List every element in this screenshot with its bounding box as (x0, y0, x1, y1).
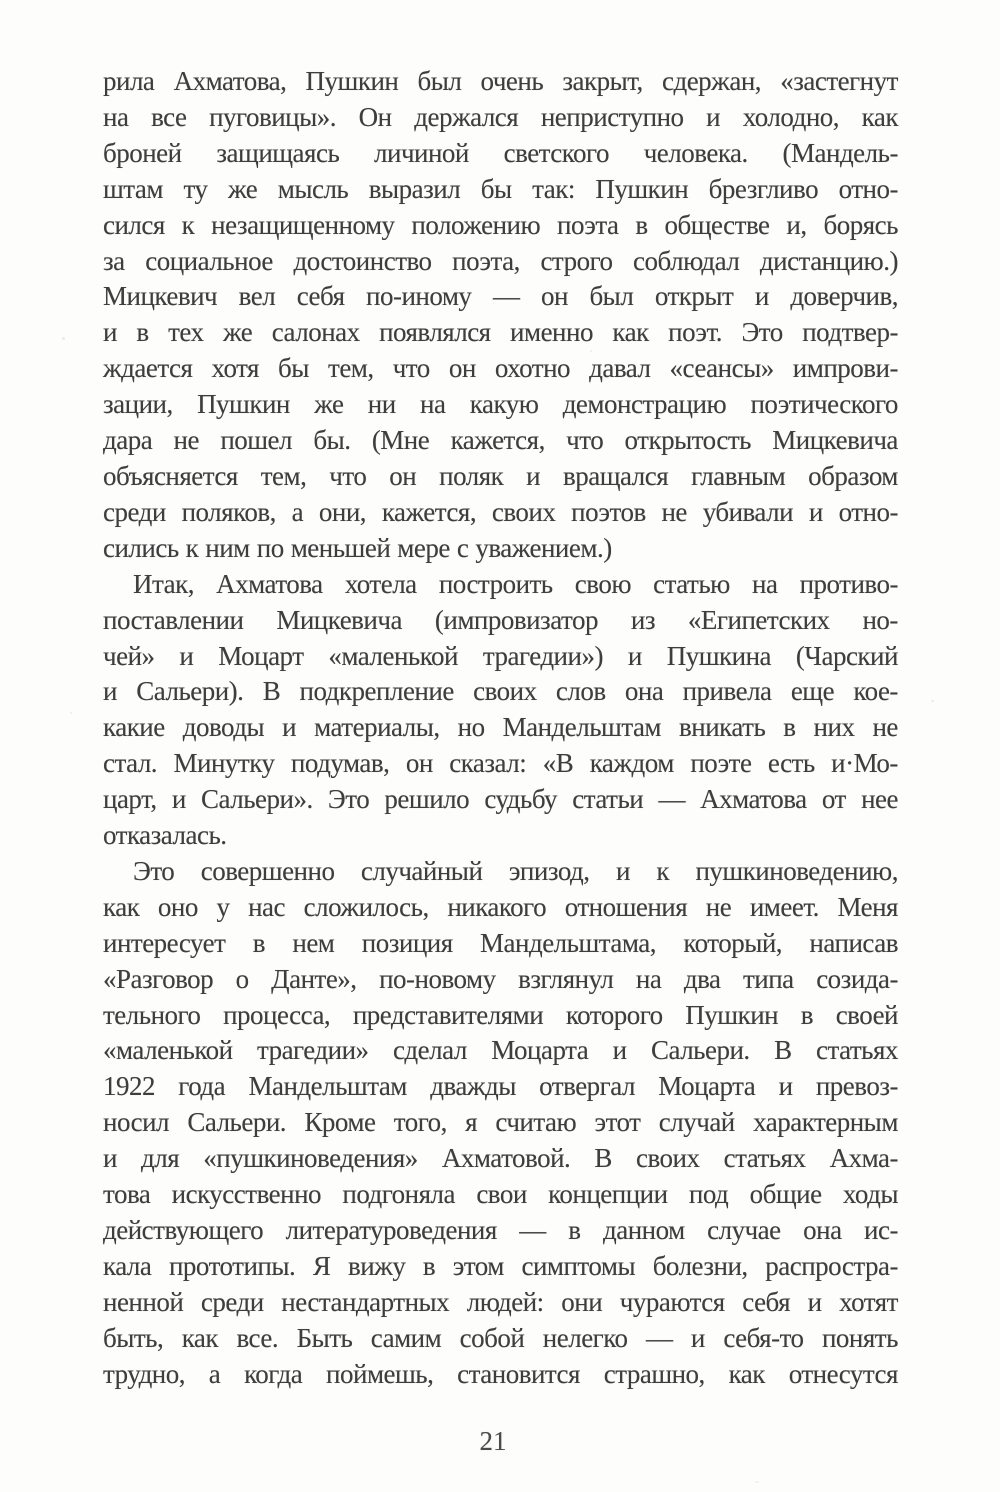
text-line: какие доводы и материалы, но Мандельштам вникать в них не (103, 712, 898, 743)
text-line: кала прототипы. Я вижу в этом симптомы болезни, распростра- (103, 1250, 898, 1281)
text-line: броней защищаясь личиной светского человека. (Мандель- (103, 137, 898, 168)
page-number: 21 (479, 1426, 507, 1456)
text-line: объясняется тем, что он поляк и вращался главным образом (103, 460, 898, 491)
text-line: Это совершенно случайный эпизод, и к пушкиноведению, (133, 855, 898, 886)
text-line: трудно, а когда поймешь, становится страшно, как отнесутся (103, 1358, 898, 1389)
text-line: отказалась. (103, 820, 227, 851)
text-line: стал. Минутку подумав, он сказал: «В каждом поэте есть и·Мо- (103, 748, 898, 779)
text-line: среди поляков, а они, кажется, своих поэтов не убивали и отно- (103, 496, 898, 527)
text-line: сились к ним по меньшей мере с уважением.) (103, 532, 612, 563)
text-line: поставлении Мицкевича (импровизатор из «Египетских но- (103, 604, 898, 635)
text-line: интересует в нем позиция Мандельштама, который, написав (103, 927, 898, 958)
text-line: действующего литературоведения — в данном случае она ис- (103, 1215, 898, 1245)
text-line: «Разговор о Данте», по-новому взглянул на два типа созида- (103, 963, 898, 994)
text-line: зации, Пушкин же ни на какую демонстрацию поэтического (103, 389, 898, 420)
scan-speck (931, 700, 934, 702)
text-block (103, 64, 898, 1393)
text-line: ждается хотя бы тем, что он охотно давал «сеансы» импрови- (103, 353, 898, 384)
text-line: и для «пушкиноведения» Ахматовой. В своих статьях Ахма- (103, 1143, 898, 1174)
text-line: чей» и Моцарт «маленькой трагедии») и Пушкина (Чарский (103, 640, 898, 671)
text-line: на все пуговицы». Он держался неприступно и холодно, как (103, 101, 898, 132)
text-line: царт, и Сальери». Это решило судьбу статьи — Ахматова от нее (103, 784, 898, 815)
text-line: това искусственно подгоняла свои концепции под общие ходы (103, 1179, 898, 1210)
scan-speck (590, 350, 592, 352)
text-line: за социальное достоинство поэта, строго соблюдал дистанцию.) (103, 245, 898, 276)
scan-speck (62, 337, 65, 340)
text-line: Мицкевич вел себя по-иному — он был открыт и доверчив, (103, 281, 898, 312)
text-line: ненной среди нестандартных людей: они чураются себя и хотят (103, 1286, 898, 1317)
text-line: и Сальери). В подкрепление своих слов она привела еще кое- (103, 676, 898, 707)
text-line: 1922 года Мандельштам дважды отвергал Моцарта и превоз- (103, 1071, 898, 1102)
scan-speck (70, 712, 72, 714)
scan-speck (755, 1481, 759, 1483)
text-line: быть, как все. Быть самим собой нелегко — и себя-то понять (103, 1322, 898, 1353)
text-line: «маленькой трагедии» сделал Моцарта и Сальери. В статьях (103, 1035, 898, 1066)
text-line: Итак, Ахматова хотела построить свою статью на противо- (133, 568, 898, 599)
text-line: и в тех же салонах появлялся именно как поэт. Это подтвер- (103, 317, 898, 348)
text-line: дара не пошел бы. (Мне кажется, что открытость Мицкевича (103, 425, 898, 456)
text-line: рила Ахматова, Пушкин был очень закрыт, сдержан, «застегнут (103, 66, 898, 96)
text-line: штам ту же мысль выразил бы так: Пушкин брезгливо отно- (103, 173, 898, 204)
text-line: сился к незащищенному положению поэта в обществе и, борясь (103, 209, 898, 240)
text-line: тельного процесса, представителями которого Пушкин в своей (103, 999, 898, 1030)
text-line: как оно у нас сложилось, никакого отношения не имеет. Меня (103, 891, 898, 922)
text-line: носил Сальери. Кроме того, я считаю этот случай характерным (103, 1107, 898, 1138)
